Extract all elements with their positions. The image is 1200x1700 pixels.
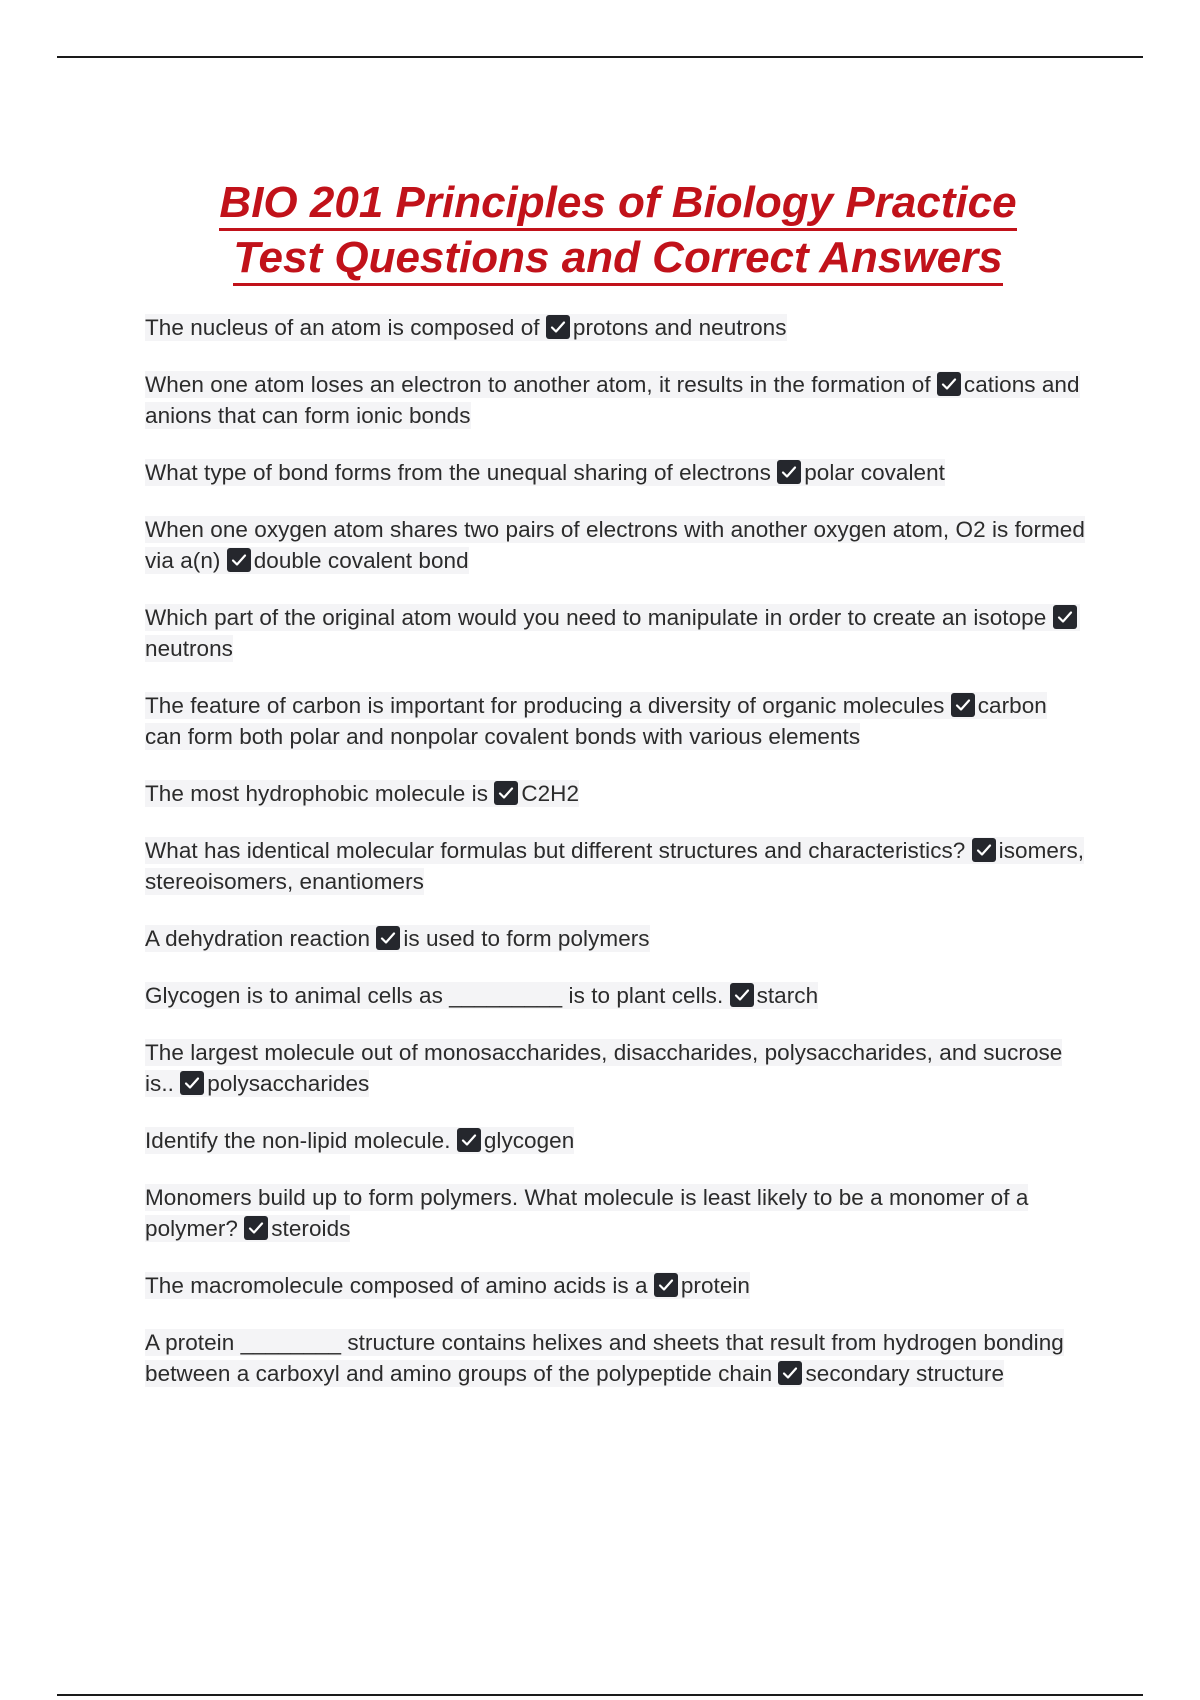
qa-text	[145, 604, 1080, 662]
question-text: A protein ________ structure contains helixes and sheets that result from hydrogen bonding between a carboxyl and amino groups of the polypeptide chain	[145, 1330, 1064, 1386]
qa-text	[145, 516, 1085, 574]
answer-text: C2H2	[521, 781, 580, 806]
question-text: Identify the non-lipid molecule.	[145, 1128, 457, 1153]
qa-text	[145, 1184, 1028, 1242]
check-mark-icon	[654, 1273, 678, 1297]
question-text: What has identical molecular formulas but different structures and characteristics?	[145, 838, 972, 863]
bottom-divider	[57, 1694, 1143, 1696]
qa-text	[145, 1272, 750, 1299]
qa-text	[145, 371, 1080, 429]
qa-text	[145, 780, 579, 807]
question-answer-list	[145, 312, 1085, 1415]
qa-item	[145, 1182, 1085, 1244]
question-text: When one oxygen atom shares two pairs of electrons with another oxygen atom, O2 is formed via a(n)	[145, 517, 1085, 573]
answer-text: is used to form polymers	[403, 926, 650, 951]
check-mark-icon	[494, 781, 518, 805]
answer-text: neutrons	[145, 636, 233, 661]
qa-item	[145, 835, 1085, 897]
check-mark-icon	[376, 926, 400, 950]
qa-text	[145, 1127, 574, 1154]
question-text: Monomers build up to form polymers. What molecule is least likely to be a monomer of a polymer?	[145, 1185, 1029, 1241]
check-mark-icon	[457, 1128, 481, 1152]
answer-text: secondary structure	[805, 1361, 1005, 1386]
question-text: What type of bond forms from the unequal sharing of electrons	[145, 460, 778, 485]
question-text: The nucleus of an atom is composed of	[145, 315, 546, 340]
answer-text: cations and anions that can form ionic bonds	[145, 372, 1080, 428]
qa-item	[145, 1327, 1085, 1389]
answer-text: double covalent bond	[253, 548, 469, 573]
question-text: When one atom loses an electron to another atom, it results in the formation of	[145, 372, 937, 397]
question-text: Glycogen is to animal cells as _________ is to plant cells.	[145, 983, 730, 1008]
answer-text: polysaccharides	[207, 1071, 370, 1096]
qa-text	[145, 459, 945, 486]
answer-text: glycogen	[483, 1128, 575, 1153]
qa-item	[145, 1037, 1085, 1099]
question-text: Which part of the original atom would you need to manipulate in order to create an isotope	[145, 605, 1053, 630]
qa-item	[145, 602, 1085, 664]
question-text: The macromolecule composed of amino acids is a	[145, 1273, 654, 1298]
check-mark-icon	[730, 983, 754, 1007]
check-mark-icon	[180, 1071, 204, 1095]
qa-item	[145, 690, 1085, 752]
answer-text: protein	[680, 1273, 750, 1298]
qa-item	[145, 923, 1085, 954]
qa-text	[145, 925, 650, 952]
qa-item	[145, 312, 1085, 343]
qa-item	[145, 457, 1085, 488]
check-mark-icon	[951, 693, 975, 717]
qa-text	[145, 1039, 1062, 1097]
check-mark-icon	[244, 1216, 268, 1240]
qa-text	[145, 982, 818, 1009]
check-mark-icon	[546, 315, 570, 339]
qa-text	[145, 837, 1084, 895]
qa-item	[145, 1270, 1085, 1301]
question-text: The feature of carbon is important for producing a diversity of organic molecules	[145, 693, 951, 718]
answer-text: isomers, stereoisomers, enantiomers	[145, 838, 1085, 894]
qa-item	[145, 980, 1085, 1011]
check-mark-icon	[937, 372, 961, 396]
document-title	[0, 175, 1200, 285]
qa-text	[145, 692, 1047, 750]
answer-text: protons and neutrons	[572, 315, 787, 340]
qa-item	[145, 369, 1085, 431]
check-mark-icon	[1053, 605, 1077, 629]
question-text: A dehydration reaction	[145, 926, 377, 951]
answer-text: carbon can form both polar and nonpolar covalent bonds with various elements	[145, 693, 1047, 749]
top-divider	[57, 56, 1143, 58]
title-line-1: BIO 201 Principles of Biology Practice	[219, 178, 1016, 231]
check-mark-icon	[972, 838, 996, 862]
title-line-2: Test Questions and Correct Answers	[233, 233, 1002, 286]
question-text: The largest molecule out of monosaccharides, disaccharides, polysaccharides, and sucrose is..	[145, 1040, 1063, 1096]
qa-text	[145, 314, 787, 341]
answer-text: steroids	[271, 1216, 351, 1241]
qa-text	[145, 1329, 1064, 1387]
qa-item	[145, 778, 1085, 809]
answer-text: starch	[756, 983, 819, 1008]
qa-item	[145, 1125, 1085, 1156]
check-mark-icon	[777, 460, 801, 484]
check-mark-icon	[227, 548, 251, 572]
check-mark-icon	[778, 1361, 802, 1385]
answer-text: polar covalent	[804, 460, 945, 485]
question-text: The most hydrophobic molecule is	[145, 781, 495, 806]
qa-item	[145, 514, 1085, 576]
